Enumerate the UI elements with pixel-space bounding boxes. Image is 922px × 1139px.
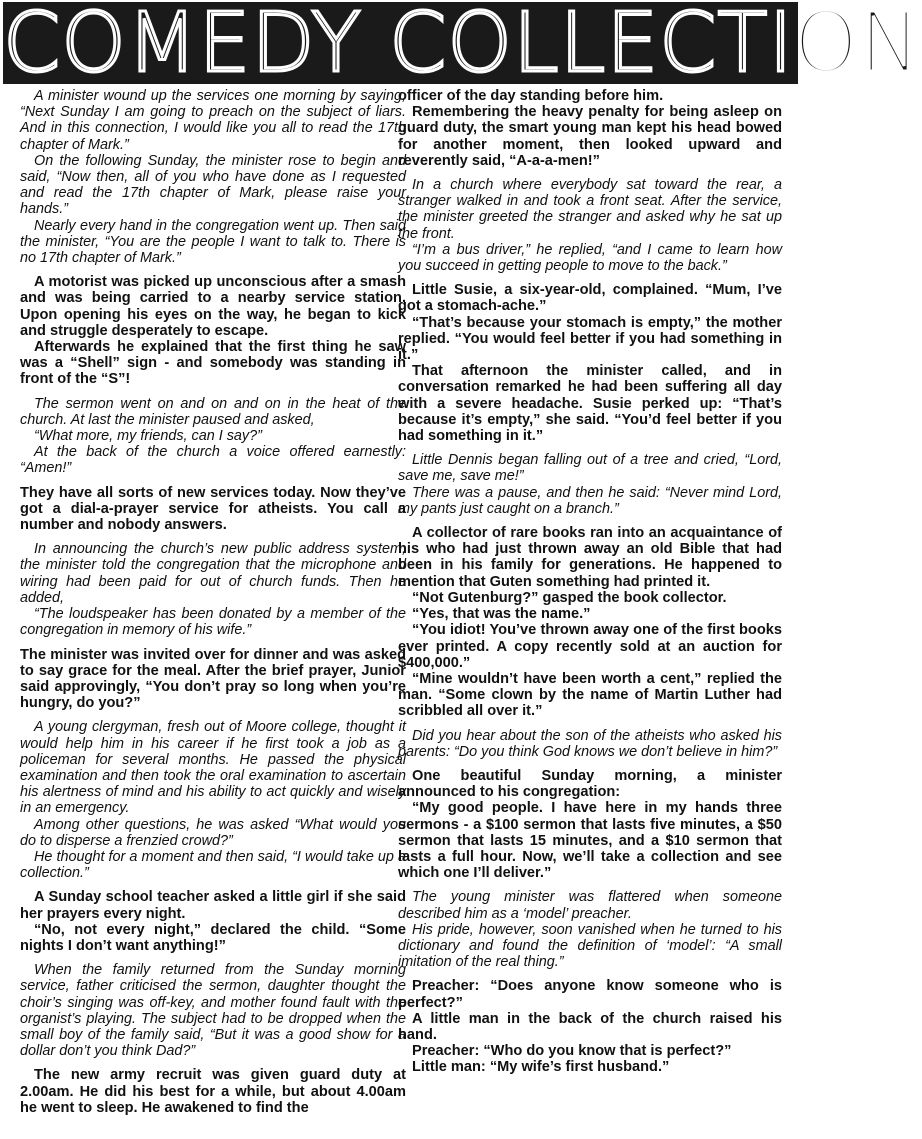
paragraph: A minister wound up the services one morning by saying, “Next Sunday I am going to preach on the subject of liars. And in this connection, I would like you all to read the 17th chapter of Mark.” [20,88,406,153]
paragraph: The young minister was flattered when someone described him as a ‘model’ preacher. [398,889,782,922]
joke-army-recruit [20,1067,406,1116]
paragraph: A collector of rare books ran into an acquaintance of his who had just thrown away an old Bible that had been in his family for generations. He happened to mention that Guten something had printed it. [398,525,782,590]
paragraph: One beautiful Sunday morning, a minister announced to his congregation: [398,767,782,801]
paragraph: A Sunday school teacher asked a little girl if she said her prayers every night. [20,889,406,922]
joke-model-preacher [398,889,782,970]
paragraph: “No, not every night,” declared the child. “Some nights I don’t want anything!” [20,921,406,954]
joke-gutenberg-bible [398,525,782,719]
joke-dial-a-prayer [20,485,406,534]
paragraph: “The loudspeaker has been donated by a member of the congregation in memory of his wife.” [20,606,406,639]
paragraph: In announcing the church’s new public address system, the minister told the congregation that the microphone and wiring had been paid for out of church funds. Then he added, [20,541,406,606]
paragraph: “You idiot! You’ve thrown away one of the first books ever printed. A copy recently sold at an auction for $400,000.” [398,622,782,671]
paragraph: Little Dennis began falling out of a tree and cried, “Lord, save me, save me!” [398,452,782,485]
joke-liars [20,88,406,266]
joke-policeman [20,719,406,881]
joke-dennis-tree [398,452,782,517]
paragraph: “Mine wouldn’t have been worth a cent,” replied the man. “Some clown by the name of Martin Luther had scribbled all over it.” [398,670,782,720]
paragraph: They have all sorts of new services today. Now they’ve got a dial-a-prayer service for atheists. You call a number and nobody answers. [20,484,406,534]
paragraph: He thought for a moment and then said, “I would take up a collection.” [20,848,406,882]
paragraph: “My good people. I have here in my hands three sermons - a $100 sermon that lasts five minutes, a $50 sermon that lasts 15 minutes, and a $10 sermon that lasts a full hour. Now, we’ll take a collection and see which one I’ll deliver.” [398,800,782,882]
joke-good-show [20,962,406,1059]
joke-grace [20,647,406,712]
paragraph: officer of the day standing before him. [398,88,664,104]
paragraph: That afternoon the minister called, and in conversation remarked he had been suffering all day with a severe headache. Susie perked up: “That’s because it’s empty,” she said. “You’d feel better if you had something in it.” [398,363,782,445]
paragraph: Did you hear about the son of the atheists who asked his parents: “Do you think God knows we don’t believe in him?” [398,727,782,760]
paragraph: Nearly every hand in the congregation went up. Then said the minister, “You are the people I want to talk to. There is no 17th chapter of Mark.” [20,217,406,267]
joke-bus-driver [398,177,782,274]
paragraph: On the following Sunday, the minister rose to begin and said, “Now then, all of you who have done as I requested and read the 17th chapter of Mark, please raise your hands.” [20,152,406,218]
paragraph: Afterwards he explained that the first thing he saw was a “Shell” sign - and somebody was standing in front of the “S”! [20,339,406,388]
right-column [398,88,782,1076]
paragraph: His pride, however, soon vanished when he turned to his dictionary and found the definition of ‘model’: “A small imitation of the real thing.” [398,921,782,971]
paragraph: “Yes, that was the name.” [412,606,591,623]
joke-perfect [398,978,782,1075]
paragraph: “That’s because your stomach is empty,” the mother replied. “You would feel better if you had something in it.” [398,314,782,364]
page-title: COMEDY COLLECTION [3,0,922,91]
paragraph: Remembering the heavy penalty for being asleep on guard duty, the smart young man kept his head bowed for another moment, then looked upward and reverently said, “A-a-a-men!” [398,104,782,169]
paragraph: In a church where everybody sat toward the rear, a stranger walked in and took a front seat. After the service, the minister greeted the stranger and asked why he sat up the front. [398,177,782,242]
joke-loudspeaker [20,541,406,638]
joke-atheists-son [398,728,782,760]
joke-shell-sign [20,274,406,387]
paragraph: “Not Gutenburg?” gasped the book collector. [412,589,727,606]
paragraph: “I’m a bus driver,” he replied, “and I came to learn how you succeed in getting people to move to the back.” [398,241,782,275]
paragraph: There was a pause, and then he said: “Never mind Lord, my pants just caught on a branch.” [398,484,782,517]
paragraph: Among other questions, he was asked “What would you do to disperse a frenzied crowd?” [20,816,406,849]
paragraph: A little man in the back of the church raised his hand. [398,1010,782,1043]
joke-stomach-ache [398,282,782,444]
joke-prayers [20,889,406,954]
joke-three-sermons [398,768,782,881]
paragraph: Preacher: “Does anyone know someone who is perfect?” [398,978,782,1011]
paragraph: A young clergyman, fresh out of Moore college, thought it would help him in his career if he first took a job as a policeman for several months. He passed the physical examination and then took the oral examination to ascertain his alertness of mind and his ability to act quickly and wisely in an emergency. [20,719,406,817]
paragraph: A motorist was picked up unconscious after a smash and was being carried to a nearby service station. Upon opening his eyes on the way, he began to kick and struggle desperately to escape. [20,274,406,339]
header-banner [3,0,922,91]
joke-army-recruit-continued [398,88,782,169]
paragraph: Preacher: “Who do you know that is perfect?” [412,1043,732,1060]
left-column [20,88,406,1116]
paragraph: At the back of the church a voice offered earnestly: “Amen!” [20,444,406,477]
paragraph: “What more, my friends, can I say?” [34,428,262,445]
paragraph: Little man: “My wife’s first husband.” [412,1059,670,1076]
paragraph: The sermon went on and on and on in the heat of the church. At last the minister paused and asked, [20,395,406,428]
joke-amen [20,396,406,477]
paragraph: Little Susie, a six-year-old, complained. “Mum, I’ve got a stomach-ache.” [398,282,782,315]
paragraph: When the family returned from the Sunday morning service, father criticised the sermon, daughter thought the choir’s singing was off-key, and mother found fault with the organist’s playing. The subject had to be dropped when the small boy of the family said, “But it was a good show for a dollar don’t you think Dad?” [20,962,406,1060]
paragraph: The minister was invited over for dinner and was asked to say grace for the meal. After the brief prayer, Junior said approvingly, “You don’t pray so long when you’re hungry, do you?” [20,646,406,712]
paragraph: The new army recruit was given guard duty at 2.00am. He did his best for a while, but about 4.00am he went to sleep. He awakened to find the [20,1067,406,1116]
